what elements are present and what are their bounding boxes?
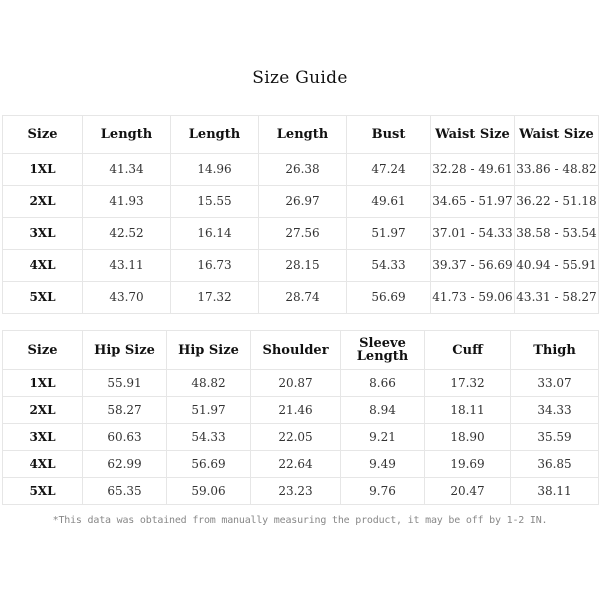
table-row <box>3 397 599 424</box>
measurement-cell: 38.58 - 53.54 <box>515 218 599 250</box>
measurement-cell: 16.14 <box>171 218 259 250</box>
measurement-cell: 28.74 <box>259 282 347 314</box>
size-table-upper <box>2 115 599 314</box>
measurement-cell: 49.61 <box>347 186 431 218</box>
measurement-cell: 34.33 <box>511 397 599 424</box>
measurement-cell: 41.93 <box>83 186 171 218</box>
measurement-cell: 60.63 <box>83 424 167 451</box>
measurement-cell: 26.38 <box>259 154 347 186</box>
table-row <box>3 218 599 250</box>
column-header: Hip Size <box>167 331 251 370</box>
measurement-cell: 9.76 <box>341 478 425 505</box>
measurement-cell: 18.11 <box>425 397 511 424</box>
measurement-cell: 41.34 <box>83 154 171 186</box>
size-label: 5XL <box>3 282 83 314</box>
measurement-cell: 22.64 <box>251 451 341 478</box>
measurement-cell: 9.49 <box>341 451 425 478</box>
size-label: 3XL <box>3 424 83 451</box>
measurement-cell: 9.21 <box>341 424 425 451</box>
measurement-cell: 65.35 <box>83 478 167 505</box>
table-row <box>3 282 599 314</box>
table-row <box>3 370 599 397</box>
measurement-cell: 35.59 <box>511 424 599 451</box>
measurement-cell: 59.06 <box>167 478 251 505</box>
table-row <box>3 451 599 478</box>
column-header: Shoulder <box>251 331 341 370</box>
table-row <box>3 186 599 218</box>
measurement-cell: 37.01 - 54.33 <box>431 218 515 250</box>
table-row <box>3 478 599 505</box>
size-label: 2XL <box>3 186 83 218</box>
table-row <box>3 424 599 451</box>
measurement-cell: 27.56 <box>259 218 347 250</box>
measurement-cell: 33.07 <box>511 370 599 397</box>
measurement-cell: 56.69 <box>167 451 251 478</box>
column-header: Thigh <box>511 331 599 370</box>
measurement-cell: 22.05 <box>251 424 341 451</box>
header-row <box>3 116 599 154</box>
column-header: Size <box>3 331 83 370</box>
measurement-cell: 48.82 <box>167 370 251 397</box>
measurement-cell: 14.96 <box>171 154 259 186</box>
table-row <box>3 250 599 282</box>
measurement-cell: 36.22 - 51.18 <box>515 186 599 218</box>
measurement-cell: 43.11 <box>83 250 171 282</box>
measurement-cell: 40.94 - 55.91 <box>515 250 599 282</box>
measurement-cell: 16.73 <box>171 250 259 282</box>
column-header: Length <box>83 116 171 154</box>
measurement-cell: 62.99 <box>83 451 167 478</box>
measurement-cell: 47.24 <box>347 154 431 186</box>
size-label: 1XL <box>3 154 83 186</box>
measurement-cell: 17.32 <box>425 370 511 397</box>
measurement-cell: 8.66 <box>341 370 425 397</box>
measurement-cell: 28.15 <box>259 250 347 282</box>
measurement-cell: 58.27 <box>83 397 167 424</box>
measurement-cell: 33.86 - 48.82 <box>515 154 599 186</box>
measurement-cell: 20.87 <box>251 370 341 397</box>
header-row <box>3 331 599 370</box>
measurement-cell: 36.85 <box>511 451 599 478</box>
measurement-cell: 56.69 <box>347 282 431 314</box>
size-label: 5XL <box>3 478 83 505</box>
size-label: 4XL <box>3 250 83 282</box>
size-label: 3XL <box>3 218 83 250</box>
size-label: 4XL <box>3 451 83 478</box>
size-table-lower <box>2 330 599 505</box>
size-label: 1XL <box>3 370 83 397</box>
measurement-cell: 32.28 - 49.61 <box>431 154 515 186</box>
measurement-cell: 41.73 - 59.06 <box>431 282 515 314</box>
measurement-cell: 43.70 <box>83 282 171 314</box>
measurement-cell: 26.97 <box>259 186 347 218</box>
measurement-cell: 42.52 <box>83 218 171 250</box>
column-header: Bust <box>347 116 431 154</box>
column-header: Cuff <box>425 331 511 370</box>
measurement-cell: 21.46 <box>251 397 341 424</box>
measurement-cell: 54.33 <box>167 424 251 451</box>
measurement-cell: 54.33 <box>347 250 431 282</box>
table-row <box>3 154 599 186</box>
measurement-cell: 38.11 <box>511 478 599 505</box>
measurement-cell: 19.69 <box>425 451 511 478</box>
column-header: Waist Size <box>431 116 515 154</box>
column-header: Size <box>3 116 83 154</box>
measurement-cell: 51.97 <box>167 397 251 424</box>
measurement-cell: 15.55 <box>171 186 259 218</box>
measurement-cell: 23.23 <box>251 478 341 505</box>
measurement-cell: 34.65 - 51.97 <box>431 186 515 218</box>
column-header: Hip Size <box>83 331 167 370</box>
column-header: Waist Size <box>515 116 599 154</box>
measurement-cell: 8.94 <box>341 397 425 424</box>
measurement-cell: 18.90 <box>425 424 511 451</box>
size-label: 2XL <box>3 397 83 424</box>
page-title: Size Guide <box>252 68 348 88</box>
measurement-note: *This data was obtained from manually measuring the product, it may be off by 1-2 IN. <box>52 515 548 526</box>
column-header: Length <box>259 116 347 154</box>
measurement-cell: 51.97 <box>347 218 431 250</box>
measurement-cell: 55.91 <box>83 370 167 397</box>
measurement-cell: 39.37 - 56.69 <box>431 250 515 282</box>
column-header: Sleeve Length <box>341 331 425 370</box>
measurement-cell: 43.31 - 58.27 <box>515 282 599 314</box>
measurement-cell: 20.47 <box>425 478 511 505</box>
column-header: Length <box>171 116 259 154</box>
measurement-cell: 17.32 <box>171 282 259 314</box>
